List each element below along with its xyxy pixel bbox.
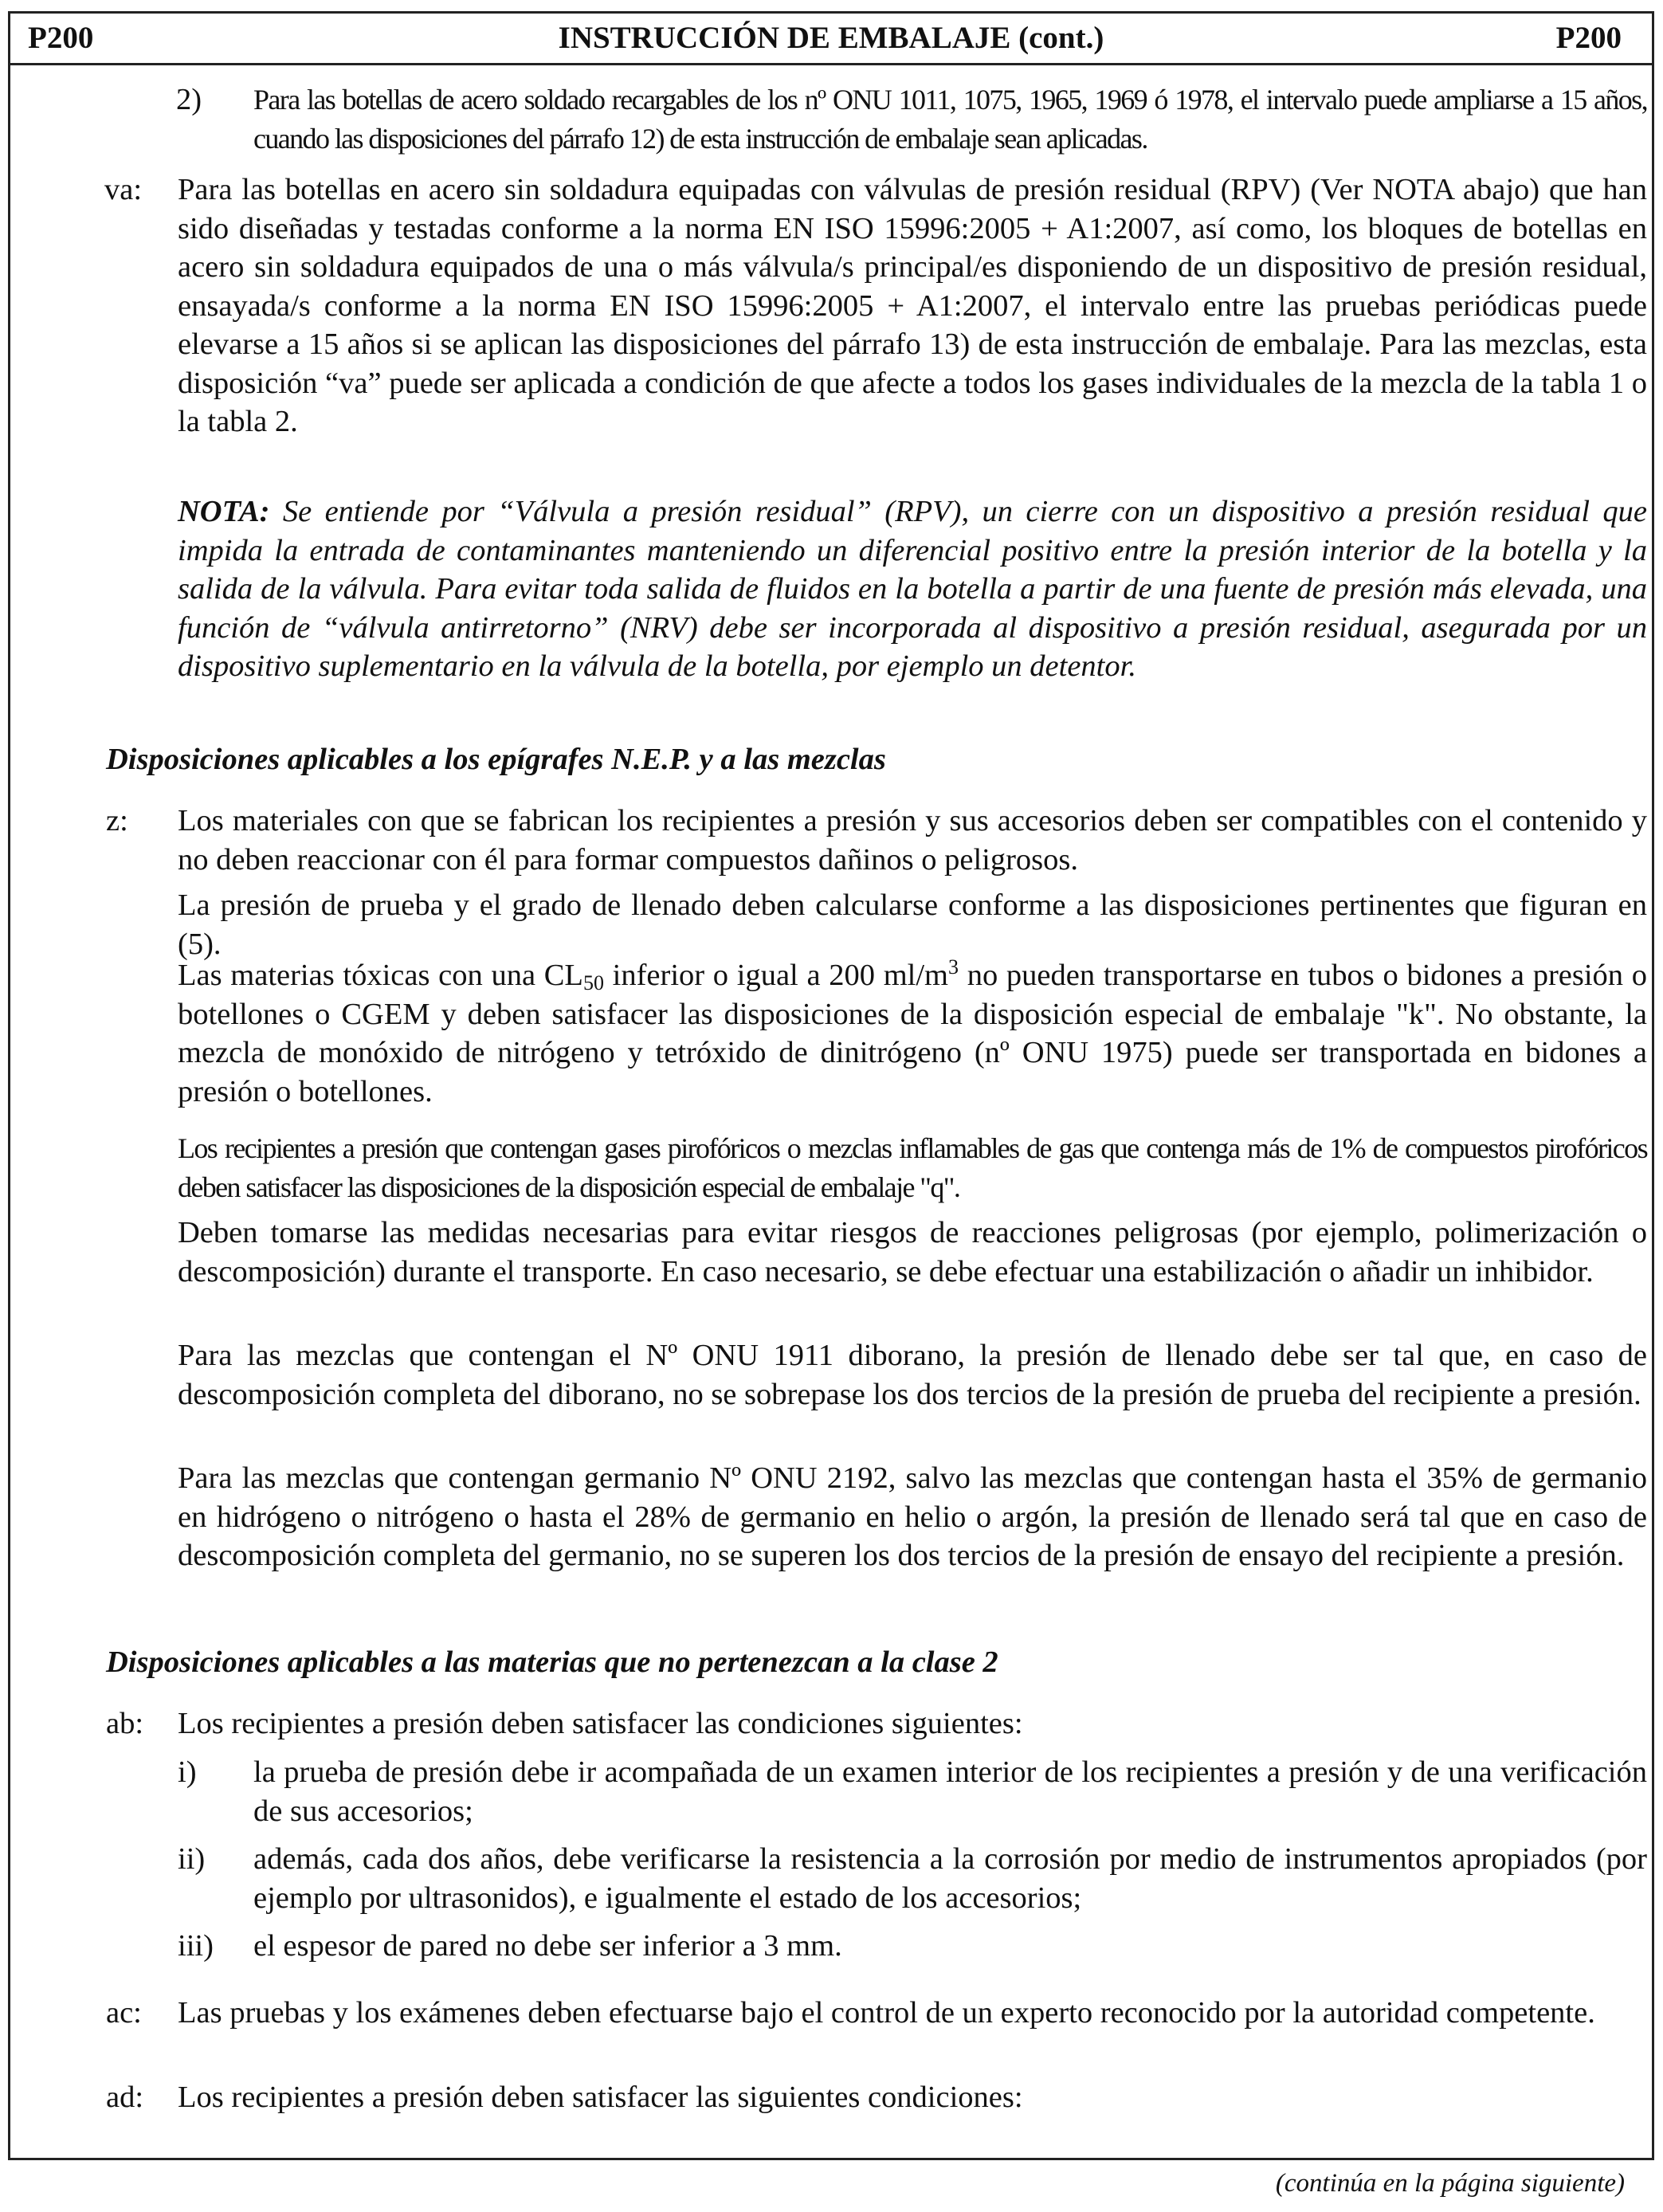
z-p3-text-b: inferior o igual a 200 ml/m xyxy=(603,959,948,992)
ab-text: Los recipientes a presión deben satisfacer las condiciones siguientes: xyxy=(178,1707,1023,1740)
page-frame xyxy=(8,11,1654,2160)
item-2-text: Para las botellas de acero soldado recargables de los nº ONU 1011, 1075, 1965, 1969 ó 1978, el intervalo puede ampliarse a 15 años, cuando las disposiciones del párrafo 12) de esta instrucción de embalaje sean aplicadas. xyxy=(253,84,1647,155)
ab-i-label: i) xyxy=(178,1755,197,1789)
z-p3-text-a: Las materias tóxicas con una CL xyxy=(178,959,583,992)
page-header xyxy=(10,14,1652,65)
section-heading-class2: Disposiciones aplicables a las materias que no pertenezcan a la clase 2 xyxy=(106,1645,998,1679)
ab-ii-label: ii) xyxy=(178,1842,206,1876)
z-paragraph-4: Los recipientes a presión que contengan gases pirofóricos o mezclas inflamables de gas que contenga más de 1% de compuestos pirofóricos deben satisfacer las disposiciones de la disposición especial de embalaje "q". xyxy=(178,1132,1647,1203)
z-p3-subscript: 50 xyxy=(582,971,604,994)
z-paragraph-1: Los materiales con que se fabrican los recipientes a presión y sus accesorios deben ser compatibles con el contenido y no deben reaccionar con él para formar compuestos dañinos o peligrosos. xyxy=(178,804,1647,877)
z-paragraph-5: Deben tomarse las medidas necesarias para evitar riesgos de reacciones peligrosas (por ejemplo, polimerización o descomposición) durante el transporte. En caso necesario, se debe efectuar una estabilización o añadir un inhibidor. xyxy=(178,1216,1647,1288)
continuation-note: (continúa en la página siguiente) xyxy=(1275,2169,1625,2198)
header-code-right: P200 xyxy=(1555,21,1622,55)
va-label: va: xyxy=(104,173,143,206)
ab-iii-label: iii) xyxy=(178,1929,214,1963)
ab-iii-text: el espesor de pared no debe ser inferior a 3 mm. xyxy=(253,1929,842,1963)
ad-label: ad: xyxy=(106,2081,144,2114)
z-p3-superscript: 3 xyxy=(947,955,959,979)
ad-text: Los recipientes a presión deben satisfacer las siguientes condiciones: xyxy=(178,2081,1023,2114)
z-label: z: xyxy=(106,804,128,837)
ab-i-text: la prueba de presión debe ir acompañada de un examen interior de los recipientes a presión y de una verificación de sus accesorios; xyxy=(253,1755,1647,1828)
va-note-label: NOTA: xyxy=(178,495,270,528)
z-paragraph-7: Para las mezclas que contengan germanio Nº ONU 2192, salvo las mezclas que contengan hasta el 35% de germanio en hidrógeno o nitrógeno o hasta el 28% de germanio en helio o argón, la presión de llenado será tal que en caso de descomposición completa del germanio, no se superen los dos tercios de la presión de ensayo del recipiente a presión. xyxy=(178,1461,1647,1572)
ac-label: ac: xyxy=(106,1996,142,2030)
ab-ii-text: además, cada dos años, debe verificarse la resistencia a la corrosión por medio de instrumentos apropiados (por ejemplo por ultrasonidos), e igualmente el estado de los accesorios; xyxy=(253,1842,1647,1915)
z-paragraph-6: Para las mezclas que contengan el Nº ONU 1911 diborano, la presión de llenado debe ser tal que, en caso de descomposición completa del diborano, no se sobrepase los dos tercios de la presión de prueba del recipiente a presión. xyxy=(178,1339,1647,1411)
header-title: INSTRUCCIÓN DE EMBALAJE (cont.) xyxy=(558,21,1104,55)
item-2-label: 2) xyxy=(176,83,202,116)
z-p3-text-c: no pueden transportarse en tubos o bidones a presión o botellones o CGEM y deben satisfacer las disposiciones de la disposición especial de embalaje "k". No obstante, la mezcla de monóxido de nitrógeno y tetróxido de dinitrógeno (nº ONU 1975) puede ser transportada en bidones a presión o botellones. xyxy=(178,959,1647,1108)
ab-label: ab: xyxy=(106,1707,144,1740)
z-paragraph-2: La presión de prueba y el grado de llenado deben calcularse conforme a las disposiciones pertinentes que figuran en (5). xyxy=(178,888,1647,961)
ac-text: Las pruebas y los exámenes deben efectuarse bajo el control de un experto reconocido por la autoridad competente. xyxy=(178,1996,1595,2030)
z-paragraph-3 xyxy=(178,956,1647,1111)
section-heading-nep: Disposiciones aplicables a los epígrafes N.E.P. y a las mezclas xyxy=(106,743,886,776)
header-code-left: P200 xyxy=(28,21,94,55)
va-note xyxy=(178,492,1647,686)
page-content xyxy=(10,65,1652,2158)
va-text: Para las botellas en acero sin soldadura equipadas con válvulas de presión residual (RPV) (Ver NOTA abajo) que han sido diseñadas y testadas conforme a la norma EN ISO 15996:2005 + A1:2007, así como, los bloques de botellas en acero sin soldadura equipados de una o más válvula/s principal/es disponiendo de un dispositivo de presión residual, ensayada/s conforme a la norma EN ISO 15996:2005 + A1:2007, el intervalo entre las pruebas periódicas puede elevarse a 15 años si se aplican las disposiciones del párrafo 13) de esta instrucción de embalaje. Para las mezclas, esta disposición “va” puede ser aplicada a condición de que afecte a todos los gases individuales de la mezcla de la tabla 1 o la tabla 2. xyxy=(178,173,1647,438)
va-note-text: Se entiende por “Válvula a presión residual” (RPV), un cierre con un dispositivo a presión residual que impida la entrada de contaminantes manteniendo un diferencial positivo entre la presión interior de la botella y la salida de la válvula. Para evitar toda salida de fluidos en la botella a partir de una fuente de presión más elevada, una función de “válvula antirretorno” (NRV) debe ser incorporada al dispositivo a presión residual, asegurada por un dispositivo suplementario en la válvula de la botella, por ejemplo un detentor. xyxy=(178,495,1648,683)
